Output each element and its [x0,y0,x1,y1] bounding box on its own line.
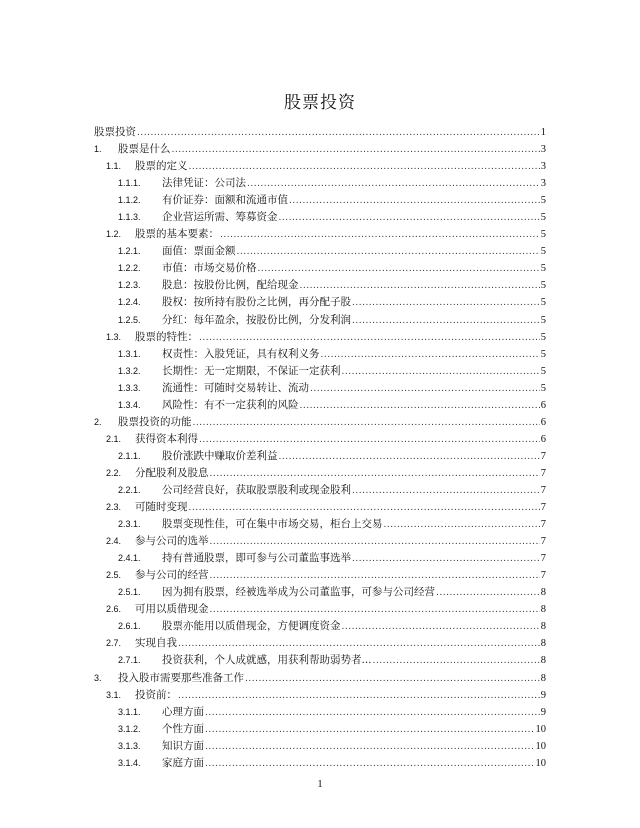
toc-entry-title: 股票的定义 [135,160,188,173]
toc-entry-page: 1 [540,127,546,138]
toc-entry-page: 7 [540,553,546,565]
toc-dot-leader [352,551,540,568]
toc-entry-title: 投资获利，个人成就感，用获利帮助弱势者... [162,654,372,667]
toc-entry[interactable] [94,533,546,550]
toc-entry-number: 1. [94,144,102,155]
toc-entry[interactable] [94,175,546,192]
toc-entry[interactable] [94,277,546,294]
toc-entry-page: 3 [540,178,546,190]
toc-dot-leader [279,210,540,227]
toc-dot-leader [210,602,540,619]
toc-entry-title: 市值：市场交易价格 [162,262,257,275]
toc-entry-title: 可用以质借现金 [135,603,209,616]
toc-dot-leader [178,688,540,705]
toc-entry-number: 1.1.1. [118,178,141,189]
toc-entry[interactable] [94,141,546,158]
table-of-contents [94,124,546,772]
toc-entry-number: 2.4.1. [118,553,141,564]
toc-dot-leader [210,466,540,483]
toc-dot-leader [342,364,540,381]
toc-entry-title: 股票变现性佳，可在集中市场交易，柜台上交易 [162,518,383,531]
toc-entry-title: 参与公司的选举 [135,535,209,548]
toc-entry-title: 企业营运所需、筹募资金 [162,211,278,224]
toc-entry-title: 获得资本利得 [135,432,198,445]
toc-entry[interactable] [94,243,546,260]
toc-entry-number: 1.3.4. [118,399,141,410]
toc-entry[interactable] [94,346,546,363]
toc-entry-number: 2.6.1. [118,621,141,632]
toc-entry-number: 1.2. [106,229,122,240]
toc-entry-page: 5 [540,331,546,343]
toc-dot-leader [245,671,540,688]
toc-dot-leader [258,261,540,278]
toc-entry-page: 5 [540,212,546,224]
toc-entry-page: 6 [540,416,546,428]
toc-entry-number: 1.3.2. [118,365,141,376]
toc-entry[interactable] [94,414,546,431]
toc-entry-title: 股票是什么 [118,143,171,156]
toc-entry-page: 5 [540,263,546,275]
toc-dot-leader [300,398,540,415]
toc-entry-page: 3 [540,144,546,156]
toc-entry[interactable] [94,329,546,346]
document-title: 股票投资 [284,93,356,113]
toc-entry[interactable] [94,226,546,243]
toc-dot-leader [321,347,540,364]
toc-entry-page: 5 [540,229,546,241]
toc-entry-page: 3 [540,161,546,173]
toc-entry-title: 股权：按所持有股份之比例，再分配子股 [162,296,351,309]
page-number: 1 [317,778,323,790]
toc-entry-page: 5 [540,297,546,309]
toc-entry-number: 1.3.3. [118,382,141,393]
toc-entry-page: 5 [540,348,546,360]
toc-entry[interactable] [94,158,546,175]
toc-dot-leader [189,500,540,517]
toc-entry-number: 2.4. [106,536,122,547]
toc-entry-number: 2.7. [106,638,122,649]
toc-entry[interactable] [94,738,546,755]
toc-entry-page: 7 [540,502,546,514]
toc-entry-page: 8 [540,587,546,599]
toc-entry-number: 2.2.1. [118,484,141,495]
toc-entry-title: 流通性：可随时交易转让、流动 [162,381,309,394]
toc-dot-leader [247,176,540,193]
toc-entry-number: 2.3. [106,502,122,513]
toc-entry[interactable] [94,755,546,772]
toc-dot-leader [352,483,540,500]
toc-entry-number: 3. [94,672,102,683]
toc-entry[interactable] [94,209,546,226]
toc-entry-number: 1.2.5. [118,314,141,325]
toc-entry-title: 股价涨跌中赚取价差利益 [162,449,278,462]
toc-entry-page: 10 [535,757,546,769]
toc-dot-leader [373,653,540,670]
toc-dot-leader [352,295,540,312]
toc-entry[interactable] [94,567,546,584]
toc-entry-page: 9 [540,689,546,701]
toc-entry-page: 7 [540,467,546,479]
toc-entry-title: 实现自我 [135,637,177,650]
toc-entry-number: 2. [94,416,102,427]
toc-entry-page: 5 [540,382,546,394]
toc-dot-leader [352,313,540,330]
toc-entry[interactable] [94,704,546,721]
toc-dot-leader [237,244,540,261]
toc-dot-leader [199,330,540,347]
toc-entry-page: 5 [540,365,546,377]
toc-entry-page: 8 [540,655,546,667]
toc-entry-title: 股票亦能用以质借现金，方便调度资金 [162,620,341,633]
toc-entry-title: 投资前： [135,688,177,701]
toc-entry-number: 3.1.3. [118,740,141,751]
toc-entry[interactable] [94,431,546,448]
toc-entry-title: 权责性：入股凭证，具有权利义务 [162,347,320,360]
toc-entry[interactable] [94,363,546,380]
toc-entry-title: 公司经营良好，获取股票股利或现金股利 [162,483,351,496]
toc-entry-page: 8 [540,604,546,616]
toc-entry[interactable] [94,687,546,704]
toc-entry-number: 1.3.1. [118,348,141,359]
toc-dot-leader [279,449,540,466]
toc-dot-leader [210,534,540,551]
toc-dot-leader [189,159,540,176]
toc-entry[interactable] [94,312,546,329]
toc-entry-number: 1.2.4. [118,297,141,308]
toc-entry[interactable] [94,618,546,635]
toc-entry-page: 6 [540,433,546,445]
toc-entry-number: 3.1. [106,689,122,700]
toc-entry-number: 2.1. [106,433,122,444]
toc-entry[interactable] [94,124,546,141]
toc-entry-page: 5 [540,280,546,292]
toc-entry-page: 6 [540,399,546,411]
toc-entry-page: 7 [540,536,546,548]
toc-entry-page: 9 [540,706,546,718]
toc-dot-leader [137,125,540,142]
toc-entry[interactable] [94,260,546,277]
toc-entry-page: 7 [540,450,546,462]
toc-entry-title: 股票的特性： [135,330,198,343]
toc-entry-title: 因为拥有股票，经被选举成为公司董监事，可参与公司经营 [162,586,435,599]
toc-entry-title: 家庭方面 [162,756,204,769]
toc-dot-leader [220,227,540,244]
toc-entry-number: 2.7.1. [118,655,141,666]
toc-entry-page: 5 [540,195,546,207]
toc-entry[interactable] [94,635,546,652]
toc-entry-title: 分配股利及股息 [135,466,209,479]
toc-dot-leader [178,636,540,653]
toc-entry[interactable] [94,499,546,516]
toc-entry-page: 8 [540,638,546,650]
toc-entry-number: 2.1.1. [118,450,141,461]
toc-dot-leader [193,415,540,432]
toc-entry[interactable] [94,601,546,618]
toc-dot-leader [384,517,540,534]
toc-entry[interactable] [94,465,546,482]
toc-entry-number: 1.2.1. [118,246,141,257]
toc-entry[interactable] [94,380,546,397]
toc-entry[interactable] [94,397,546,414]
toc-entry-title: 股票的基本要素： [135,228,219,241]
toc-dot-leader [205,705,540,722]
toc-entry-page: 8 [540,672,546,684]
toc-entry-title: 面值：票面金额 [162,245,236,258]
toc-entry-number: 1.2.3. [118,280,141,291]
toc-entry[interactable] [94,448,546,465]
toc-entry[interactable] [94,721,546,738]
toc-entry-number: 1.1.2. [118,195,141,206]
toc-entry-title: 股票投资的功能 [118,415,192,428]
toc-entry-number: 2.5.1. [118,587,141,598]
toc-entry-page: 10 [535,723,546,735]
toc-entry-title: 个性方面 [162,722,204,735]
toc-entry-title: 参与公司的经营 [135,569,209,582]
toc-entry-title: 知识方面 [162,739,204,752]
toc-dot-leader [342,619,540,636]
toc-entry-number: 1.2.2. [118,263,141,274]
toc-entry-page: 7 [540,519,546,531]
toc-dot-leader [310,381,540,398]
toc-entry-number: 1.1. [106,161,122,172]
toc-entry-title: 法律凭证：公司法 [162,177,246,190]
toc-entry[interactable] [94,294,546,311]
toc-entry[interactable] [94,652,546,669]
toc-entry-page: 8 [540,621,546,633]
toc-entry-title: 长期性：无一定期限，不保证一定获利 [162,364,341,377]
toc-entry[interactable] [94,192,546,209]
toc-dot-leader [210,568,540,585]
toc-entry-title: 分红：每年盈余，按股份比例，分发利润 [162,313,351,326]
toc-dot-leader [205,722,535,739]
toc-entry-page: 7 [540,570,546,582]
toc-entry-number: 3.1.4. [118,757,141,768]
toc-entry-number: 3.1.1. [118,706,141,717]
toc-entry[interactable] [94,516,546,533]
toc-entry-number: 1.1.3. [118,212,141,223]
toc-entry[interactable] [94,550,546,567]
toc-entry-title: 股息：按股份比例，配给现金 [162,279,299,292]
toc-entry-number: 2.2. [106,467,122,478]
toc-entry-title: 可随时变现 [135,501,188,514]
toc-entry-page: 5 [540,314,546,326]
toc-entry-title: 投入股市需要那些准备工作 [118,671,244,684]
toc-dot-leader [436,585,540,602]
toc-entry[interactable] [94,584,546,601]
toc-entry[interactable] [94,482,546,499]
toc-entry-page: 10 [535,740,546,752]
toc-dot-leader [205,756,535,773]
toc-entry[interactable] [94,670,546,687]
toc-entry-page: 7 [540,484,546,496]
toc-dot-leader [300,278,540,295]
toc-entry-number: 3.1.2. [118,723,141,734]
toc-dot-leader [205,739,535,756]
toc-entry-page: 5 [540,246,546,258]
toc-dot-leader [289,193,540,210]
toc-dot-leader [172,142,540,159]
toc-entry-number: 2.3.1. [118,519,141,530]
toc-entry-number: 2.5. [106,570,122,581]
toc-entry-title: 心理方面 [162,705,204,718]
toc-entry-number: 1.3. [106,331,122,342]
toc-entry-title: 股票投资 [94,126,136,138]
toc-entry-title: 风险性：有不一定获利的风险 [162,398,299,411]
toc-entry-title: 持有普通股票，即可参与公司董监事选举 [162,552,351,565]
toc-entry-title: 有价证券：面额和流通市值 [162,194,288,207]
toc-entry-number: 2.6. [106,604,122,615]
toc-dot-leader [199,432,540,449]
